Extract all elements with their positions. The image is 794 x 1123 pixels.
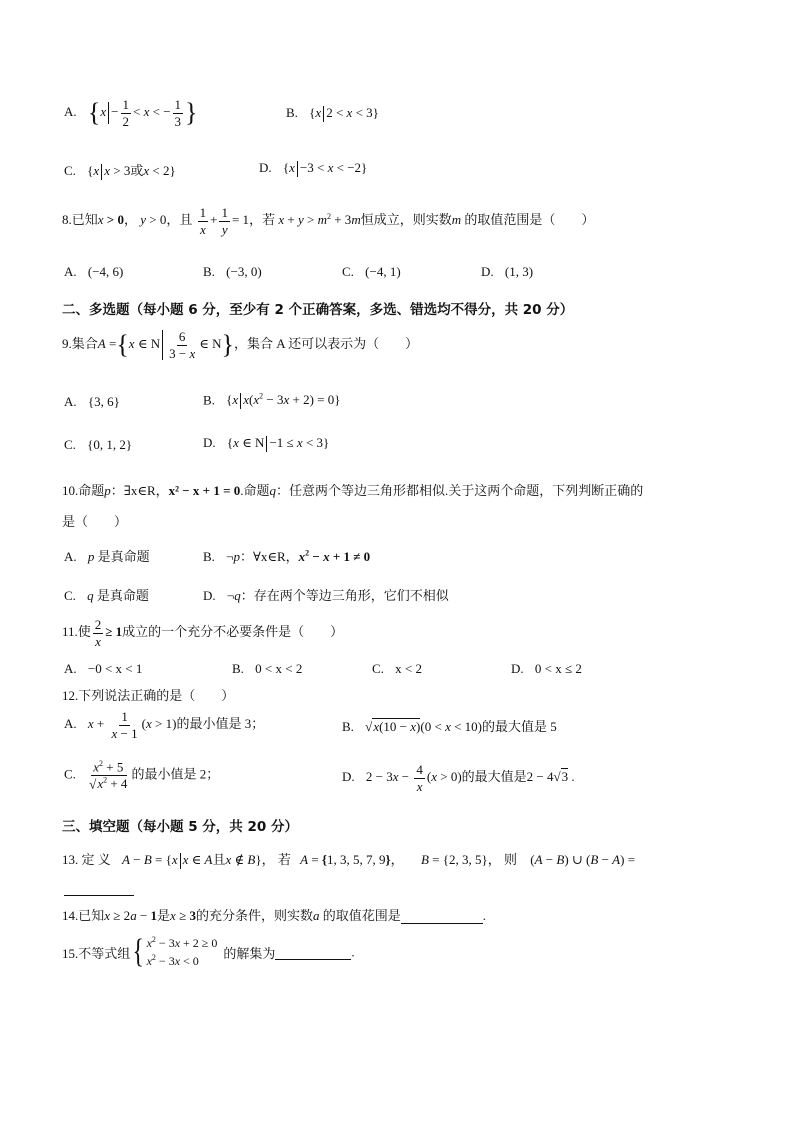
q11-option-b [232, 661, 302, 677]
q12-option-b: B. √x(10 − x)(0 < x < 10)的最大值是 5 [342, 719, 557, 734]
option-value: −0 < x < 1 [87, 661, 143, 676]
q8-sep2: ，且 [166, 212, 193, 228]
option-label: C. [64, 437, 76, 452]
q10-mid: .命题 [240, 483, 270, 498]
option-label: D. [342, 769, 355, 785]
option-label: A. [64, 394, 77, 409]
q10-option-b: B. ¬p：∀x∈R，$x^2 - x + 1 \ne 0$ [203, 548, 371, 564]
q13-answer-blank[interactable] [64, 880, 134, 896]
option-text: 是真命题 [97, 549, 150, 564]
q8-sep: ， [123, 212, 137, 228]
option-value: (−4, 1) [365, 264, 401, 279]
q14-end: . [482, 908, 486, 923]
option-label: A. [64, 264, 77, 279]
section-2-title: 二、多选题（每小题 6 分，至少有 2 个正确答案，多选、错选均不得分，共 20 分） [62, 302, 574, 318]
option-text: 的最小值是 2； [131, 766, 220, 782]
q10-option-c: C. q 是真命题 [64, 588, 149, 603]
q7-option-d [259, 160, 367, 177]
option-label: D. [203, 588, 216, 603]
option-label: D. [481, 264, 494, 279]
option-label: C. [342, 264, 354, 279]
q11-suffix: 成立的一个充分不必要条件是（ ） [122, 624, 344, 640]
or-word: 或 [130, 163, 144, 178]
option-label: B. [203, 264, 215, 279]
q13-mid2: ， [390, 852, 404, 867]
q13-prefix: 13. 定 义 [62, 852, 111, 867]
option-value: (−4, 6) [87, 264, 124, 279]
q8-stem: 8.已知x > 0， y > 0，且 $\frac{1}{x}$ + $\frac{1}{y}$ = 1，若 $x + y > m^2 + 3m$恒成立，则实数m 的取值范围是（ ） [62, 205, 595, 237]
q7-option-a [64, 98, 198, 128]
q9-stem: 9.集合A ={x ∈ N $\frac{6}{3 - x}$ ∈ N}，集合 A 还可以表示为（ ） [62, 329, 419, 361]
q11-option-a [64, 661, 142, 677]
option-label: C. [64, 588, 76, 603]
option-text: 的最大值是 [461, 769, 527, 785]
q9-suffix: ，集合 A 还可以表示为（ ） [233, 336, 419, 352]
q9-prefix: 9.集合 [62, 336, 98, 352]
option-label: C. [64, 766, 76, 782]
q12-option-d: D. 2 − 3x − $\frac{4}{x}$ (x > 0)的最大值是2 − 4√3 . [342, 762, 575, 794]
option-value: x < 2 [395, 661, 423, 676]
option-text: ：存在两个等边三角形，它们不相似 [240, 588, 449, 603]
q11-option-d [511, 661, 582, 677]
q8-option-c [342, 264, 401, 280]
q14-mid: 是 [157, 908, 171, 923]
q9-option-b [203, 392, 340, 409]
option-label: B. [203, 392, 215, 408]
q14-stem: 14.已知x ≥ 2a − 1是x ≥ 3的充分条件，则实数a 的取值花围是 . [62, 908, 486, 923]
q15-suffix: 的解集为 [223, 945, 276, 961]
q14-prefix: 14.已知 [62, 908, 105, 923]
option-value: 0 < x < 2 [255, 661, 303, 676]
q7-a-math: {x − $\frac{1}{2}$ < x < − $\frac{1}{3}$ } [87, 97, 198, 129]
option-label: B. [232, 661, 244, 676]
q13-mid: ， 若 [261, 852, 291, 867]
q14-answer-blank[interactable] [401, 909, 483, 924]
q11-prefix: 11.使 [62, 624, 91, 640]
q8-option-a [64, 264, 123, 280]
q15-end: . [351, 944, 355, 960]
q8-prefix: 8.已知 [62, 212, 98, 228]
option-value: {3, 6} [87, 394, 120, 409]
q9-option-a [64, 394, 120, 410]
q10-option-d: D. ¬q：存在两个等边三角形，它们不相似 [203, 588, 449, 603]
q10-equation: x² − x + 1 = 0 [168, 483, 241, 498]
q7-option-b [286, 105, 379, 122]
q11-option-c [372, 661, 422, 677]
option-label: B. [203, 549, 215, 564]
q8-option-b [203, 264, 262, 280]
option-label: A. [64, 104, 77, 120]
option-label: C. [64, 163, 76, 178]
q10-q-part: ：任意两个等边三角形都相似.关于这两个命题，下列判断正确的 [276, 483, 644, 498]
q11-stem: 11.使 $\frac{2}{x}$ ≥ 1成立的一个充分不必要条件是（ ） [62, 617, 344, 649]
option-text: ：∀x∈R， [240, 549, 299, 564]
q10-stem-line2: 是（ ） [62, 514, 128, 529]
q9-option-d [203, 435, 329, 452]
option-text: 的最小值是 3； [176, 716, 265, 732]
q12-option-c: C. $\frac{x^2 + 5}{√x^2 + 4}$ 的最小值是 2； [64, 759, 220, 792]
q7-c-math: {x x > 3或x < 2} [87, 163, 176, 178]
q7-d-math: {x −3 < x < −2} [283, 160, 367, 175]
option-label: A. [64, 716, 77, 732]
q14-suffix: 的取值花围是 [322, 908, 401, 923]
q10-prefix: 10.命题 [62, 483, 105, 498]
option-value: (−3, 0) [226, 264, 262, 279]
q9-b-math: {x $x(x^2 - 3x + 2) = 0$} [226, 392, 340, 407]
option-label: D. [203, 435, 216, 450]
section-3-title: 三、填空题（每小题 5 分，共 20 分） [62, 819, 298, 835]
q13-mid3: ， 则 [487, 852, 517, 867]
option-text: 的最大值是 5 [482, 719, 557, 734]
q9-d-math: {x ∈ N −1 ≤ x < 3} [227, 435, 329, 450]
q10-stem-line1: 10.命题p：∃x∈R，x² − x + 1 = 0.命题q：任意两个等边三角形都相似.关于这两个命题，下列判断正确的 [62, 483, 644, 498]
option-value: {0, 1, 2} [87, 437, 133, 452]
q14-mid2: 的充分条件，则实数 [195, 908, 313, 923]
option-text: 是真命题 [96, 588, 149, 603]
q15-prefix: 15.不等式组 [62, 945, 131, 961]
q9-option-c [64, 437, 132, 453]
q8-middle2: 恒成立，则实数 [360, 212, 452, 228]
q10-option-a: A. p 是真命题 [64, 549, 150, 564]
option-label: D. [511, 661, 524, 676]
option-label: A. [64, 661, 77, 676]
q7-b-math: {x 2 < x < 3} [309, 105, 379, 120]
option-value: (1, 3) [504, 264, 534, 279]
q8-option-d [481, 264, 533, 280]
q10-p-part: ：∃x∈R， [110, 483, 169, 498]
q8-middle: ，若 [249, 212, 276, 228]
q12-title: 12.下列说法正确的是（ ） [62, 688, 235, 703]
option-label: B. [286, 105, 298, 120]
q13-stem: 13. 定 义 A − B = {x x ∈ A且x ∉ B}， 若 A = {1, 3, 5, 7, 9}， B = {2, 3, 5}， 则 (A − B) ∪ (B − A) = [62, 849, 635, 869]
q15-answer-blank[interactable] [275, 945, 351, 960]
option-label: D. [259, 160, 272, 175]
q8-suffix: 的取值范围是（ ） [464, 212, 595, 228]
q7-option-c [64, 160, 176, 180]
q15-stem: 15.不等式组{ $x^2 - 3x + 2 \ge 0$ $x^2 - 3x < 0$ 的解集为 . [62, 933, 355, 971]
q12-option-a: A. x + $\frac{1}{x - 1}$ (x > 1)的最小值是 3； [64, 709, 265, 741]
option-label: A. [64, 549, 77, 564]
option-label: B. [342, 719, 354, 734]
option-label: C. [372, 661, 384, 676]
option-value: 0 < x ≤ 2 [534, 661, 582, 676]
